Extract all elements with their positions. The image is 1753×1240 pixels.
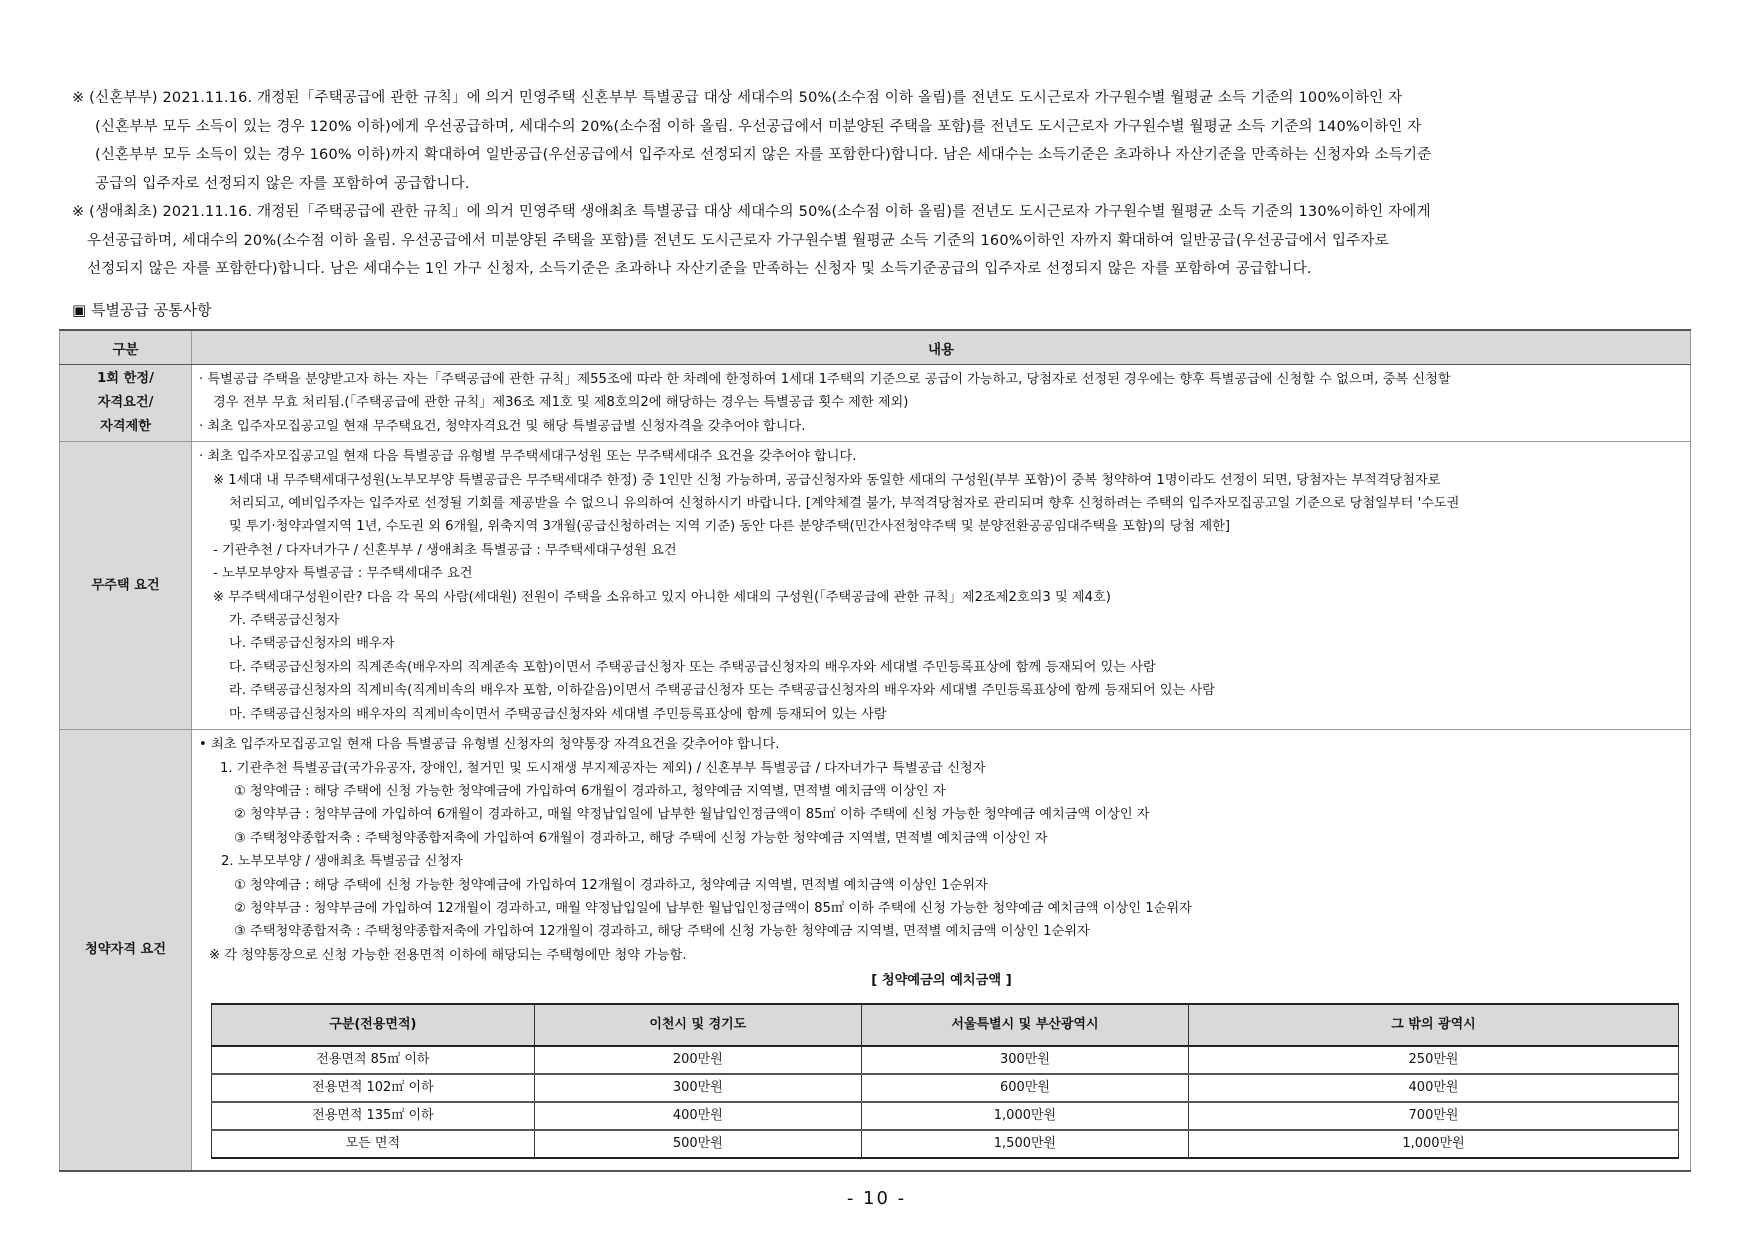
deposit-amount-table (211, 1003, 1679, 1159)
content-line: ① 청약예금 : 해당 주택에 신청 가능한 청약예금에 가입하여 12개월이 경과하고, 청약예금 지역별, 면적별 예치금액 이상인 1순위자 (234, 877, 988, 893)
content-line: ③ 주택청약종합저축 : 주택청약종합저축에 가입하여 12개월이 경과하고, 해당 주택에 신청 가능한 청약예금 지역별, 면적별 예치금액 이상인 1순위자 (234, 924, 1090, 940)
note-line: (신혼부부 모두 소득이 있는 경우 120% 이하)에게 우선공급하며, 세대수의 20%(소수점 이하 올림. 우선공급에서 미분양된 주택을 포함)를 전년도 도시근로자 가구원수별 월평균 소득 기준의 140%이하인 자 (95, 118, 1422, 135)
deposit-table-title: [ 청약예금의 예치금액 ] (871, 973, 1012, 989)
section-title: ▣ 특별공급 공통사항 (72, 301, 212, 319)
content-line: ※ 각 청약통장으로 신청 가능한 전용면적 이하에 해당되는 주택형에만 청약 가능함. (209, 947, 687, 963)
deposit-header-cell: 구분(전용면적) (212, 1004, 535, 1046)
content-line: · 최초 입주자모집공고일 현재 다음 특별공급 유형별 무주택세대구성원 또는 무주택세대주 요건을 갖추어야 합니다. (199, 449, 857, 465)
deposit-cell: 500만원 (534, 1130, 861, 1158)
deposit-cell: 전용면적 85㎡ 이하 (212, 1046, 535, 1074)
content-line: 및 투기·청약과열지역 1년, 수도권 외 6개월, 위축지역 3개월(공급신청하려는 지역 기준) 동안 다른 분양주택(민간사전청약주택 및 분양전환공공임대주택을 포함)의 당첨 제한] (229, 519, 1230, 535)
content-line: 다. 주택공급신청자의 직계존속(배우자의 직계존속 포함)이면서 주택공급신청자 또는 주택공급신청자의 배우자와 세대별 주민등록표상에 함께 등재되어 있는 사람 (229, 659, 1156, 675)
table-row (60, 730, 1691, 1171)
deposit-header-cell: 그 밖의 광역시 (1189, 1004, 1679, 1046)
note-newlyweds (72, 84, 1722, 198)
deposit-cell: 모든 면적 (212, 1130, 535, 1158)
deposit-cell: 300만원 (861, 1046, 1188, 1074)
row-label-line: 청약자격 요건 (84, 941, 167, 957)
row-label (60, 442, 192, 730)
table-row (60, 365, 1691, 442)
content-line: · 최초 입주자모집공고일 현재 무주택요건, 청약자격요건 및 해당 특별공급별 신청자격을 갖추어야 합니다. (199, 418, 806, 434)
deposit-cell: 250만원 (1189, 1046, 1679, 1074)
content-line: 마. 주택공급신청자의 배우자의 직계비속이면서 주택공급신청자와 세대별 주민등록표상에 함께 등재되어 있는 사람 (229, 706, 887, 722)
content-line: 1. 기관추천 특별공급(국가유공자, 장애인, 철거민 및 도시재생 부지제공자는 제외) / 신혼부부 특별공급 / 다자녀가구 특별공급 신청자 (220, 760, 986, 776)
content-line: 2. 노부모부양 / 생애최초 특별공급 신청자 (221, 854, 463, 870)
content-line: ① 청약예금 : 해당 주택에 신청 가능한 청약예금에 가입하여 6개월이 경과하고, 청약예금 지역별, 면적별 예치금액 이상인 자 (234, 783, 946, 799)
deposit-cell: 200만원 (534, 1046, 861, 1074)
special-supply-table (59, 329, 1691, 1172)
deposit-row (212, 1102, 1679, 1130)
row-label-line: 1회 한정/ (97, 371, 154, 387)
content-line: - 노부모부양자 특별공급 : 무주택세대주 요건 (213, 566, 473, 582)
note-line: 우선공급하며, 세대수의 20%(소수점 이하 올림. 우선공급에서 미분양된 주택을 포함)를 전년도 도시근로자 가구원수별 월평균 소득 기준의 160%이하인 자까지 확대하여 일반공급(우선공급에서 입주자로 (87, 232, 1389, 249)
content-line: 처리되고, 예비입주자는 입주자로 선정될 기회를 제공받을 수 없으니 유의하여 신청하시기 바랍니다. [계약체결 불가, 부적격당첨자로 관리되며 향후 신청하려는 주택의 입주자모집공고일 기준으로 당첨일부터 '수도권 (229, 496, 1460, 512)
deposit-header-cell: 서울특별시 및 부산광역시 (861, 1004, 1188, 1046)
content-line: ③ 주택청약종합저축 : 주택청약종합저축에 가입하여 6개월이 경과하고, 해당 주택에 신청 가능한 청약예금 지역별, 면적별 예치금액 이상인 자 (234, 830, 1048, 846)
note-line: (신혼부부 모두 소득이 있는 경우 160% 이하)까지 확대하여 일반공급(우선공급에서 입주자로 선정되지 않은 자를 포함한다)합니다. 남은 세대수는 소득기준은 초과하나 자산기준을 만족하는 신청자와 소득기준 (95, 147, 1432, 163)
content-line: 나. 주택공급신청자의 배우자 (229, 636, 395, 652)
row-label (60, 730, 192, 1171)
header-category: 구분 (60, 330, 192, 365)
content-line: 가. 주택공급신청자 (229, 613, 340, 629)
deposit-row (212, 1046, 1679, 1074)
note-line: 공급의 입주자로 선정되지 않은 자를 포함하여 공급합니다. (95, 175, 470, 192)
notes-section (72, 84, 1722, 284)
note-line: ※ (신혼부부) 2021.11.16. 개정된「주택공급에 관한 규칙」에 의거 민영주택 신혼부부 특별공급 대상 세대수의 50%(소수점 이하 올림)를 전년도 도시근로자 가구원수별 월평균 소득 기준의 100%이하인 자 (72, 90, 1403, 106)
deposit-header-cell: 이천시 및 경기도 (534, 1004, 861, 1046)
deposit-cell: 700만원 (1189, 1102, 1679, 1130)
page-number: - 10 - (846, 1188, 907, 1209)
deposit-row (212, 1074, 1679, 1102)
note-line: ※ (생애최초) 2021.11.16. 개정된「주택공급에 관한 규칙」에 의거 민영주택 생애최초 특별공급 대상 세대수의 50%(소수점 이하 올림)를 전년도 도시근로자 가구원수별 월평균 소득 기준의 130%이하인 자에게 (72, 204, 1431, 220)
row-content (192, 730, 1691, 1171)
row-content (192, 365, 1691, 442)
deposit-cell: 1,000만원 (1189, 1130, 1679, 1158)
deposit-cell: 전용면적 135㎡ 이하 (212, 1102, 535, 1130)
deposit-cell: 600만원 (861, 1074, 1188, 1102)
row-label-line: 자격제한 (100, 419, 151, 435)
row-label (60, 365, 192, 442)
content-line: ※ 무주택세대구성원이란? 다음 각 목의 사람(세대원) 전원이 주택을 소유하고 있지 아니한 세대의 구성원(「주택공급에 관한 규칙」제2조제2호의3 및 제4호) (213, 589, 1111, 605)
row-label-line: 자격요건/ (97, 395, 154, 411)
deposit-header-row (212, 1004, 1679, 1046)
deposit-cell: 300만원 (534, 1074, 861, 1102)
deposit-cell: 1,000만원 (861, 1102, 1188, 1130)
content-line: · 특별공급 주택을 분양받고자 하는 자는「주택공급에 관한 규칙」제55조에 따라 한 차례에 한정하여 1세대 1주택의 기준으로 공급이 가능하고, 당첨자로 선정된 경우에는 향후 특별공급에 신청할 수 없으며, 중복 신청할 (199, 372, 1451, 387)
content-line: ※ 1세대 내 무주택세대구성원(노부모부양 특별공급은 무주택세대주 한정) 중 1인만 신청 가능하며, 공급신청자와 동일한 세대의 구성원(부부 포함)이 중복 청약하여 1명이라도 선정이 되면, 당첨자는 부적격당첨자로 (213, 472, 1441, 488)
content-line: • 최초 입주자모집공고일 현재 다음 특별공급 유형별 신청자의 청약통장 자격요건을 갖추어야 합니다. (199, 737, 780, 753)
row-content (192, 442, 1691, 730)
header-content: 내용 (192, 330, 1691, 365)
table-row (60, 442, 1691, 730)
deposit-row (212, 1130, 1679, 1158)
note-line: 선정되지 않은 자를 포함한다)합니다. 남은 세대수는 1인 가구 신청자, 소득기준은 초과하나 자산기준을 만족하는 신청자 및 소득기준공급의 입주자로 선정되지 않은 자를 포함하여 공급합니다. (87, 261, 1312, 277)
content-line: ② 청약부금 : 청약부금에 가입하여 6개월이 경과하고, 매월 약정납입일에 납부한 월납입인정금액이 85㎡ 이하 주택에 신청 가능한 청약예금 예치금액 이상인 자 (234, 807, 1150, 823)
content-line: 경우 전부 무효 처리됨.(「주택공급에 관한 규칙」제36조 제1호 및 제8호의2에 해당하는 경우는 특별공급 횟수 제한 제외) (213, 395, 909, 411)
deposit-cell: 1,500만원 (861, 1130, 1188, 1158)
content-line: ② 청약부금 : 청약부금에 가입하여 12개월이 경과하고, 매월 약정납입일에 납부한 월납입인정금액이 85㎡ 이하 주택에 신청 가능한 청약예금 예치금액 이상인 1순위자 (234, 900, 1192, 916)
row-label-line: 무주택 요건 (91, 577, 160, 593)
content-line: 라. 주택공급신청자의 직계비속(직계비속의 배우자 포함, 이하같음)이면서 주택공급신청자 또는 주택공급신청자의 배우자와 세대별 주민등록표상에 함께 등재되어 있는 사람 (229, 683, 1216, 699)
deposit-cell: 400만원 (534, 1102, 861, 1130)
table-header-row (60, 330, 1691, 365)
deposit-cell: 전용면적 102㎡ 이하 (212, 1074, 535, 1102)
note-first-time-buyer (72, 198, 1722, 284)
content-line: - 기관추천 / 다자녀가구 / 신혼부부 / 생애최초 특별공급 : 무주택세대구성원 요건 (213, 542, 677, 558)
deposit-cell: 400만원 (1189, 1074, 1679, 1102)
